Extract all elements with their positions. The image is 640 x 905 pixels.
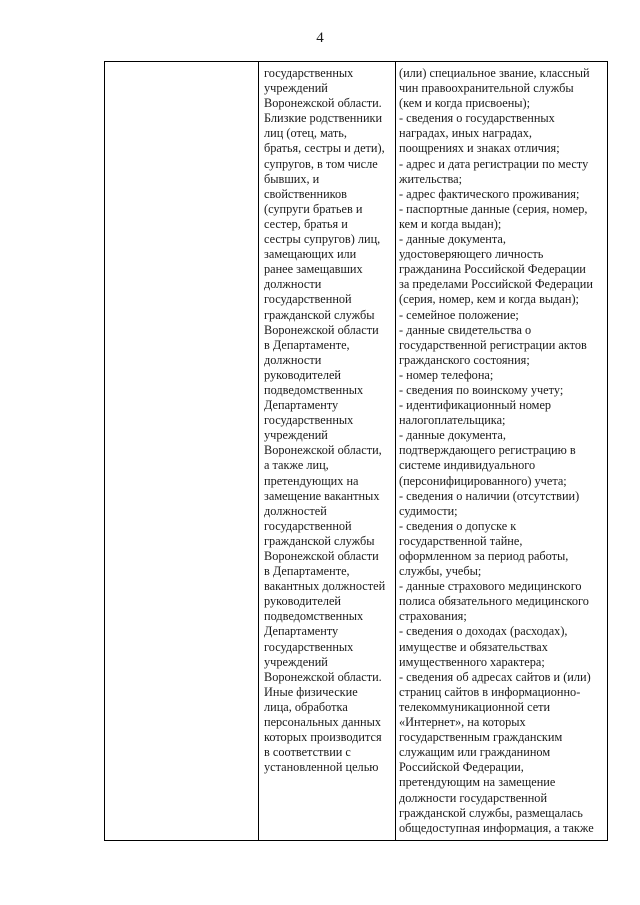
subjects-text-line: установленной целью [264,760,379,775]
personal-data-text-line: системе индивидуального [399,458,536,473]
subjects-text-line: персональных данных [264,715,382,730]
personal-data-text-line: имуществе и обязательствах [399,639,548,654]
personal-data-text-line: - сведения о доходах (расходах), [399,624,568,639]
subjects-text-line: Воронежской области [264,549,379,563]
subjects-text-line: должности [264,352,322,367]
personal-data-text-line: - данные страхового медицинского [399,579,582,594]
personal-data-text-line: кем и когда выдан); [399,216,502,231]
page-number: 4 [316,30,324,46]
personal-data-text-line: Российской Федерации, [399,760,524,775]
personal-data-text-line: - сведения об адресах сайтов и (или) [399,669,591,684]
subjects-text-line: учреждений [264,654,328,669]
personal-data-text-line: - семейное положение; [399,307,519,322]
subjects-text-line: в Департаменте, [264,564,350,579]
subjects-text-line: руководителей [264,367,341,382]
personal-data-text-line: - данные документа, [399,232,506,247]
personal-data-text-line: гражданской службы, размещалась [399,805,583,820]
subjects-text-line: Воронежской области. [264,96,382,111]
personal-data-text-line: за пределами Российской Федерации [399,277,593,292]
personal-data-column-cell [399,66,605,836]
personal-data-text-line: (серия, номер, кем и когда выдан); [399,292,579,307]
subjects-text-line: Иные физические [264,684,358,699]
personal-data-text-line: - данные документа, [399,428,506,443]
subjects-text-line: Близкие родственники [264,111,383,126]
subjects-text-line: Департаменту [264,624,339,639]
personal-data-text-line: (кем и когда присвоены); [399,96,531,111]
subjects-text-line: гражданской службы [264,307,375,322]
subjects-text-line: супругов, в том числе [264,156,378,171]
subjects-text-line: учреждений [264,81,328,96]
personal-data-text-line: телекоммуникационной сети [399,699,551,714]
subjects-text-line: замещающих или [264,247,357,262]
subjects-text-line: (супруги братьев и [264,201,363,216]
personal-data-text-line: судимости; [399,503,458,518]
subjects-text-line: лиц (отец, мать, [264,126,347,141]
personal-data-text-line: - данные свидетельства о [399,322,532,337]
personal-data-text-line: жительства; [399,171,463,186]
personal-data-text-line: страхования; [399,609,467,624]
personal-data-text-line: претендующим на замещение [399,775,556,790]
subjects-text-line: руководителей [264,594,341,609]
subjects-text-line: государственных [264,66,354,80]
subjects-text-line: подведомственных [264,609,364,624]
personal-data-text-line: - сведения о наличии (отсутствии) [399,488,580,503]
subjects-text-line: претендующих на [264,473,359,488]
subjects-text-line: которых производится [264,730,382,745]
personal-data-text-line: общедоступная информация, а также [399,820,594,835]
subjects-text-line: Воронежской области, [264,443,382,458]
subjects-text-line: в соответствии с [264,745,351,760]
personal-data-text-line: государственной тайне, [399,533,523,548]
personal-data-text-line: полиса обязательного медицинского [399,594,589,609]
subjects-text-line: государственной [264,292,352,307]
subjects-text-line: Воронежской области [264,322,379,337]
personal-data-text-line: государственным гражданским [399,730,563,745]
personal-data-text-line: - сведения по воинскому учету; [399,382,564,397]
document-table [104,61,608,841]
subjects-text-line: Воронежской области. [264,669,382,684]
personal-data-text-line: удостоверяющего личность [399,247,544,262]
personal-data-text-line: - номер телефона; [399,367,494,382]
personal-data-text-line: «Интернет», на которых [399,715,526,730]
subjects-text-line: подведомственных [264,382,364,397]
subjects-text-line: а также лиц, [264,458,329,473]
personal-data-text-line: службы, учебы; [399,564,482,579]
personal-data-text-line: налогоплательщика; [399,413,506,428]
personal-data-text-line: должности государственной [399,790,548,805]
subjects-text-line: сестры супругов) лиц, [264,232,381,247]
subjects-text-line: учреждений [264,428,328,443]
subjects-text-line: государственных [264,639,354,654]
personal-data-text-line: чин правоохранительной службы [399,81,574,96]
personal-data-text-line: поощрениях и знаках отличия; [399,141,560,156]
personal-data-text-line: имущественного характера; [399,654,545,669]
column-divider-2 [395,62,396,840]
personal-data-text-line: подтверждающего регистрацию в [399,443,576,458]
personal-data-text-line: наградах, иных наградах, [399,126,532,141]
personal-data-text-line: государственной регистрации актов [399,337,587,352]
personal-data-text-line: - паспортные данные (серия, номер, [399,201,588,216]
subjects-column-cell [264,66,392,775]
personal-data-text-line: (персонифицированного) учета; [399,473,567,488]
personal-data-text-line: страниц сайтов в информационно- [399,684,581,699]
personal-data-text-line: служащим или гражданином [399,745,551,760]
personal-data-text-line: гражданина Российской Федерации [399,262,586,277]
subjects-text-line: государственных [264,413,354,428]
subjects-text-line: Департаменту [264,398,339,413]
subjects-text-line: бывших, и [264,171,320,186]
personal-data-text-line: - сведения о допуске к [399,518,517,533]
personal-data-text-line: (или) специальное звание, классный [399,66,590,80]
subjects-text-line: вакантных должностей [264,579,386,594]
subjects-text-line: замещение вакантных [264,488,380,503]
subjects-text-line: в Департаменте, [264,337,350,352]
personal-data-text-line: оформленном за период работы, [399,549,569,563]
personal-data-text-line: - адрес и дата регистрации по месту [399,156,589,171]
subjects-text-line: братья, сестры и дети), [264,141,385,156]
subjects-text-line: свойственников [264,186,347,201]
subjects-text-line: гражданской службы [264,533,375,548]
subjects-text-line: должности [264,277,322,292]
subjects-text-line: должностей [264,503,327,518]
personal-data-text-line: - идентификационный номер [399,398,552,413]
personal-data-text-line: гражданского состояния; [399,352,530,367]
subjects-text-line: лица, обработка [264,699,348,714]
personal-data-text-line: - адрес фактического проживания; [399,186,580,201]
personal-data-text-line: - сведения о государственных [399,111,555,126]
subjects-text-line: сестер, братья и [264,216,348,231]
column-divider-1 [258,62,259,840]
subjects-text-line: ранее замещавших [264,262,363,277]
subjects-text-line: государственной [264,518,352,533]
